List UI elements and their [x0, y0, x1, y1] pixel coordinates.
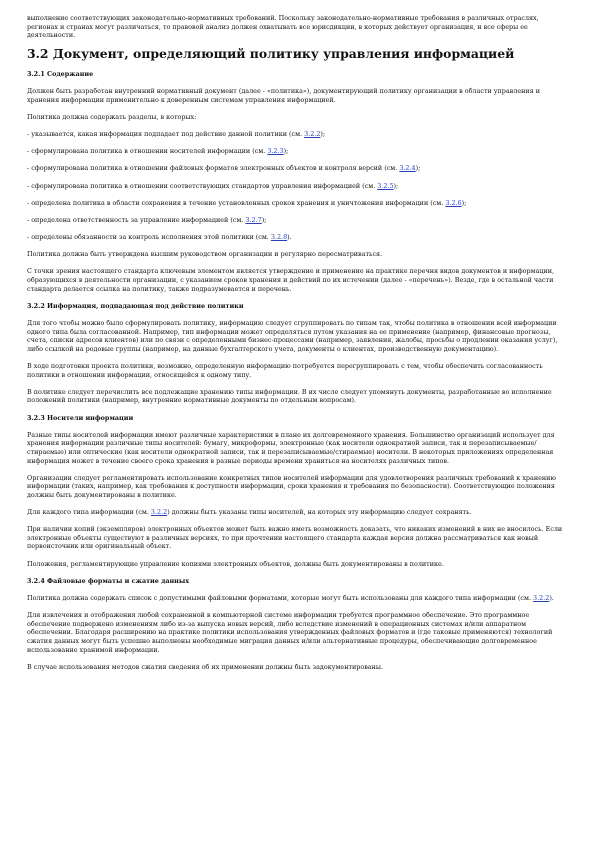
list-item: - определена ответственность за управление информацией (см. 3.2.7); — [27, 215, 267, 224]
subsection-title-3-2-1: 3.2.1 Содержание — [27, 69, 94, 78]
paragraph: Для извлечения и отображения любой сохраненной в компьютерной системе информации требуется программное обеспечение. Это программное обеспечение подвержено изменениям либо из-за выпуска новых версий, либо вследствие изменений в операционных системах и/или аппаратном обеспечении. Благодаря расширению на практике политики использования утвержденных файловых форматов и (где таковые применяются) технологий сжатия данных могут быть успешно выполнены необходимые миграция данных и/или альтернативные процедуры, обеспечивающие долговременное использование хранимой информации. — [27, 611, 553, 654]
cross-reference-link[interactable]: 3.2.6 — [445, 198, 462, 207]
list-item: - указывается, какая информация подпадает под действие данной политики (см. 3.2.2); — [27, 129, 326, 138]
paragraph: Организации следует регламентировать использование конкретных типов носителей информации для удовлетворения различных требований к хранению информации (таких, например, как требования к доступности информации, сроки хранения и требования по безопасности). Соответствующие положения должны быть документированы в политике. — [27, 473, 556, 499]
paragraph: Политика должна содержать список с допустимыми файловыми форматами, которые могут быть использованы для каждого типа информации (см. 3.2.2). — [27, 594, 554, 602]
cross-reference-link[interactable]: 3.2.2 — [150, 508, 168, 517]
subsection-title-3-2-3: 3.2.3 Носители информации — [27, 413, 134, 422]
intro-paragraph: выполнение соответствующих законодательно-нормативных требований. Поскольку законодательно-нормативные требования в различных отраслях, регионах и странах могут различаться, то правовой анализ должен охватывать все юрисдикции, в которых действует организация, и все сферы ее деятельности. — [27, 14, 539, 40]
paragraph: Политика должна быть утверждена высшим руководством организации и регулярно пересматриваться. — [27, 250, 383, 259]
section-title: 3.2 Документ, определяющий политику управления информацией — [27, 45, 515, 61]
cross-reference-link[interactable]: 3.2.5 — [377, 181, 394, 190]
paragraph: Политика должна содержать разделы, в которых: — [27, 112, 197, 121]
cross-reference-link[interactable]: 3.2.7 — [245, 215, 262, 224]
paragraph: Разные типы носителей информации имеют различные характеристики в плане их долговременного хранения. Большинство организаций использует для хранения информации различные типы носителей: бумагу, микроформы, электронные (как носители однократной записи, так и перезаписываемые/стираемые) или оптические (как носители однократной записи, так и перезаписываемые/стираемые) носители. В некоторых приложениях определенная информация может в течение своего срока хранения в разные периоды времени храниться на носителях различных типов. — [27, 430, 555, 465]
paragraph: В политике следует перечислить все подлежащие хранению типы информации. В их числе следует упомянуть документы, разработанные во исполнение положений политики (например, внутренние нормативные документы по отдельным вопросам). — [27, 387, 552, 405]
subsection-title-3-2-2: 3.2.2 Информация, подпадающая под действие политики — [27, 301, 244, 310]
paragraph: Для того чтобы можно было сформулировать политику, информацию следует сгруппировать по типам так, чтобы политика в отношении всей информации одного типа была согласованной. Например, тип информации может определяться путем указания на ее применение (например, финансовые прогнозы, счета, списки адресов клиентов) или по связи с определенными бизнес-процессами (например, заявления, жалобы, просьбы о продлении оказания услуг), либо ссылкой на родовые группы (например, на данные бухгалтерского учета, документы о клиентах, производственную документацию). — [27, 319, 558, 353]
list-item: - сформулирована политика в отношении файловых форматов электронных объектов и контроля версий (см. 3.2.4); — [27, 164, 421, 173]
list-item: - определены обязанности за контроль исполнения этой политики (см. 3.2.8). — [27, 233, 292, 242]
cross-reference-link[interactable]: 3.2.8 — [270, 233, 288, 242]
paragraph: Должен быть разработан внутренний нормативный документ (далее - «политика»), документирующий политику организации в области управления и хранения информации применительно к доверенным системам управления информацией. — [27, 86, 540, 104]
cross-reference-link[interactable]: 3.2.2 — [533, 594, 550, 602]
list-item: - определена политика в области сохранения в течение установленных сроков хранения и уничтожения информации (см. 3.2.6); — [27, 198, 467, 207]
list-item: - сформулирована политика в отношении соответствующих стандартов управления информацией (см. 3.2.5); — [27, 181, 399, 190]
list-item: - сформулирована политика в отношении носителей информации (см. 3.2.3); — [27, 147, 289, 156]
paragraph: При наличии копий (экземпляров) электронных объектов может быть важно иметь возможность доказать, что никаких изменений в них не вносилось. Если электронные объекты существуют в различных версиях, то при прочтении настоящего стандарта каждая версия должна рассматриваться как новый первоисточник или оригинальный объект. — [27, 525, 563, 551]
paragraph: В ходе подготовки проекта политики, возможно, определенную информацию потребуется перегруппировать с тем, чтобы обеспечить согласованность политики в отношении информации, относящейся к одному типу. — [27, 361, 543, 379]
cross-reference-link[interactable]: 3.2.3 — [267, 147, 284, 156]
paragraph: Для каждого типа информации (см. 3.2.2) должны быть указаны типы носителей, на которых эту информацию следует сохранять. — [27, 508, 472, 517]
paragraph: Положения, регламентирующие управление копиями электронных объектов, должны быть документированы в политике. — [27, 559, 444, 568]
paragraph: В случае использования методов сжатия сведения об их применении должны быть задокументированы. — [27, 662, 383, 671]
cross-reference-link[interactable]: 3.2.4 — [399, 164, 416, 173]
cross-reference-link[interactable]: 3.2.2 — [304, 129, 321, 138]
policy-sections-list — [27, 130, 569, 242]
subsection-title-3-2-4: 3.2.4 Файловые форматы и сжатие данных — [27, 576, 190, 585]
paragraph: С точки зрения настоящего стандарта ключевым элементом является утверждение и применение на практике перечня видов документов и информации, образующихся в деятельности организации, с указанием сроков хранения и действий по их истечении (далее - «перечень»). Везде, где в остальной части стандарта делается ссылка на политику, также подразумевается и перечень. — [27, 267, 555, 293]
